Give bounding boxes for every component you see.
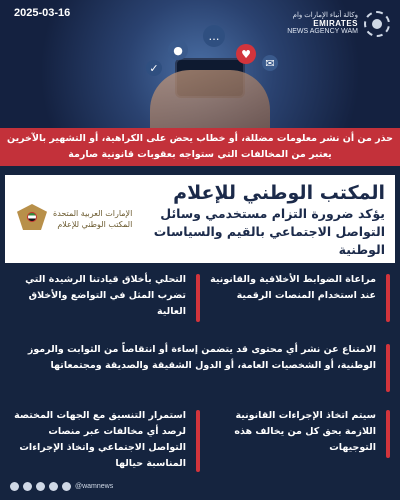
emblem-area [5, 175, 135, 263]
uae-emblem-icon [17, 200, 47, 238]
facebook-icon[interactable] [10, 482, 19, 491]
point-text-2: التحلي بأخلاق قيادتنا الرشيدة التي تضرب المثل في التواضع والأخلاق العالية [25, 274, 186, 317]
point-card-5 [12, 408, 200, 478]
hands-graphic [150, 70, 270, 130]
post-date: 2025-03-16 [14, 7, 71, 19]
user-bubble-icon: ● [168, 40, 188, 60]
point-text-1: مراعاة الضوابط الأخلاقية والقانونية عند استخدام المنصات الرقمية [210, 274, 376, 301]
heart-icon: ♥ [236, 44, 256, 64]
page-subtitle: يؤكد ضرورة التزام مستخدمي وسائل التواصل الاجتماعي بالقيم والسياسات الوطنية [153, 206, 385, 257]
emblem-line-1: الإمارات العربية المتحدة [53, 209, 133, 218]
like-icon: ✓ [146, 60, 162, 76]
warning-banner: حذر من أن نشر معلومات مضللة، أو خطاب يحض على الكراهية، أو التشهير بالآخرين يعتبر من المخالفات التي ستواجه بعقوبات قانونية صارمة [0, 128, 400, 166]
youtube-icon[interactable] [49, 482, 58, 491]
hero-image [0, 0, 400, 130]
chat-bubble-icon: … [203, 25, 225, 47]
wam-logo [280, 6, 390, 42]
point-text-5: استمرار التنسيق مع الجهات المختصة لرصد أي مخالفات عبر منصات التواصل الاجتماعي واتخاذ الإجراءات المناسبة حيالها [14, 410, 186, 469]
point-card-1 [210, 272, 390, 328]
point-text-3: الامتناع عن نشر أي محتوى قد يتضمن إساءة أو انتقاصاً من الثوابت والرموز الوطنية، أو الشخصيات العامة، أو الدول الشقيقة والصديقة ومجتمعاتها [27, 344, 376, 371]
social-handle: @wamnews [75, 483, 114, 490]
point-card-2 [12, 272, 200, 328]
logo-arabic-text: وكالة أنباء الإمارات وام [292, 12, 358, 19]
tiktok-icon[interactable] [62, 482, 71, 491]
x-icon[interactable] [23, 482, 32, 491]
logo-english-text: EMIRATES [313, 19, 358, 28]
point-card-3 [12, 342, 390, 398]
message-icon: ✉ [262, 55, 278, 71]
wam-logo-icon [364, 11, 390, 37]
point-card-4 [210, 408, 390, 464]
point-text-4: سيتم اتخاذ الإجراءات القانونية اللازمة بحق كل من يخالف هذه التوجيهات [234, 410, 376, 453]
emblem-line-2: المكتب الوطني للإعلام [57, 220, 133, 229]
title-box [5, 175, 395, 263]
page-title: المكتب الوطني للإعلام [173, 182, 385, 204]
social-footer [10, 482, 113, 491]
logo-english-sub-text: NEWS AGENCY WAM [287, 28, 358, 35]
instagram-icon[interactable] [36, 482, 45, 491]
